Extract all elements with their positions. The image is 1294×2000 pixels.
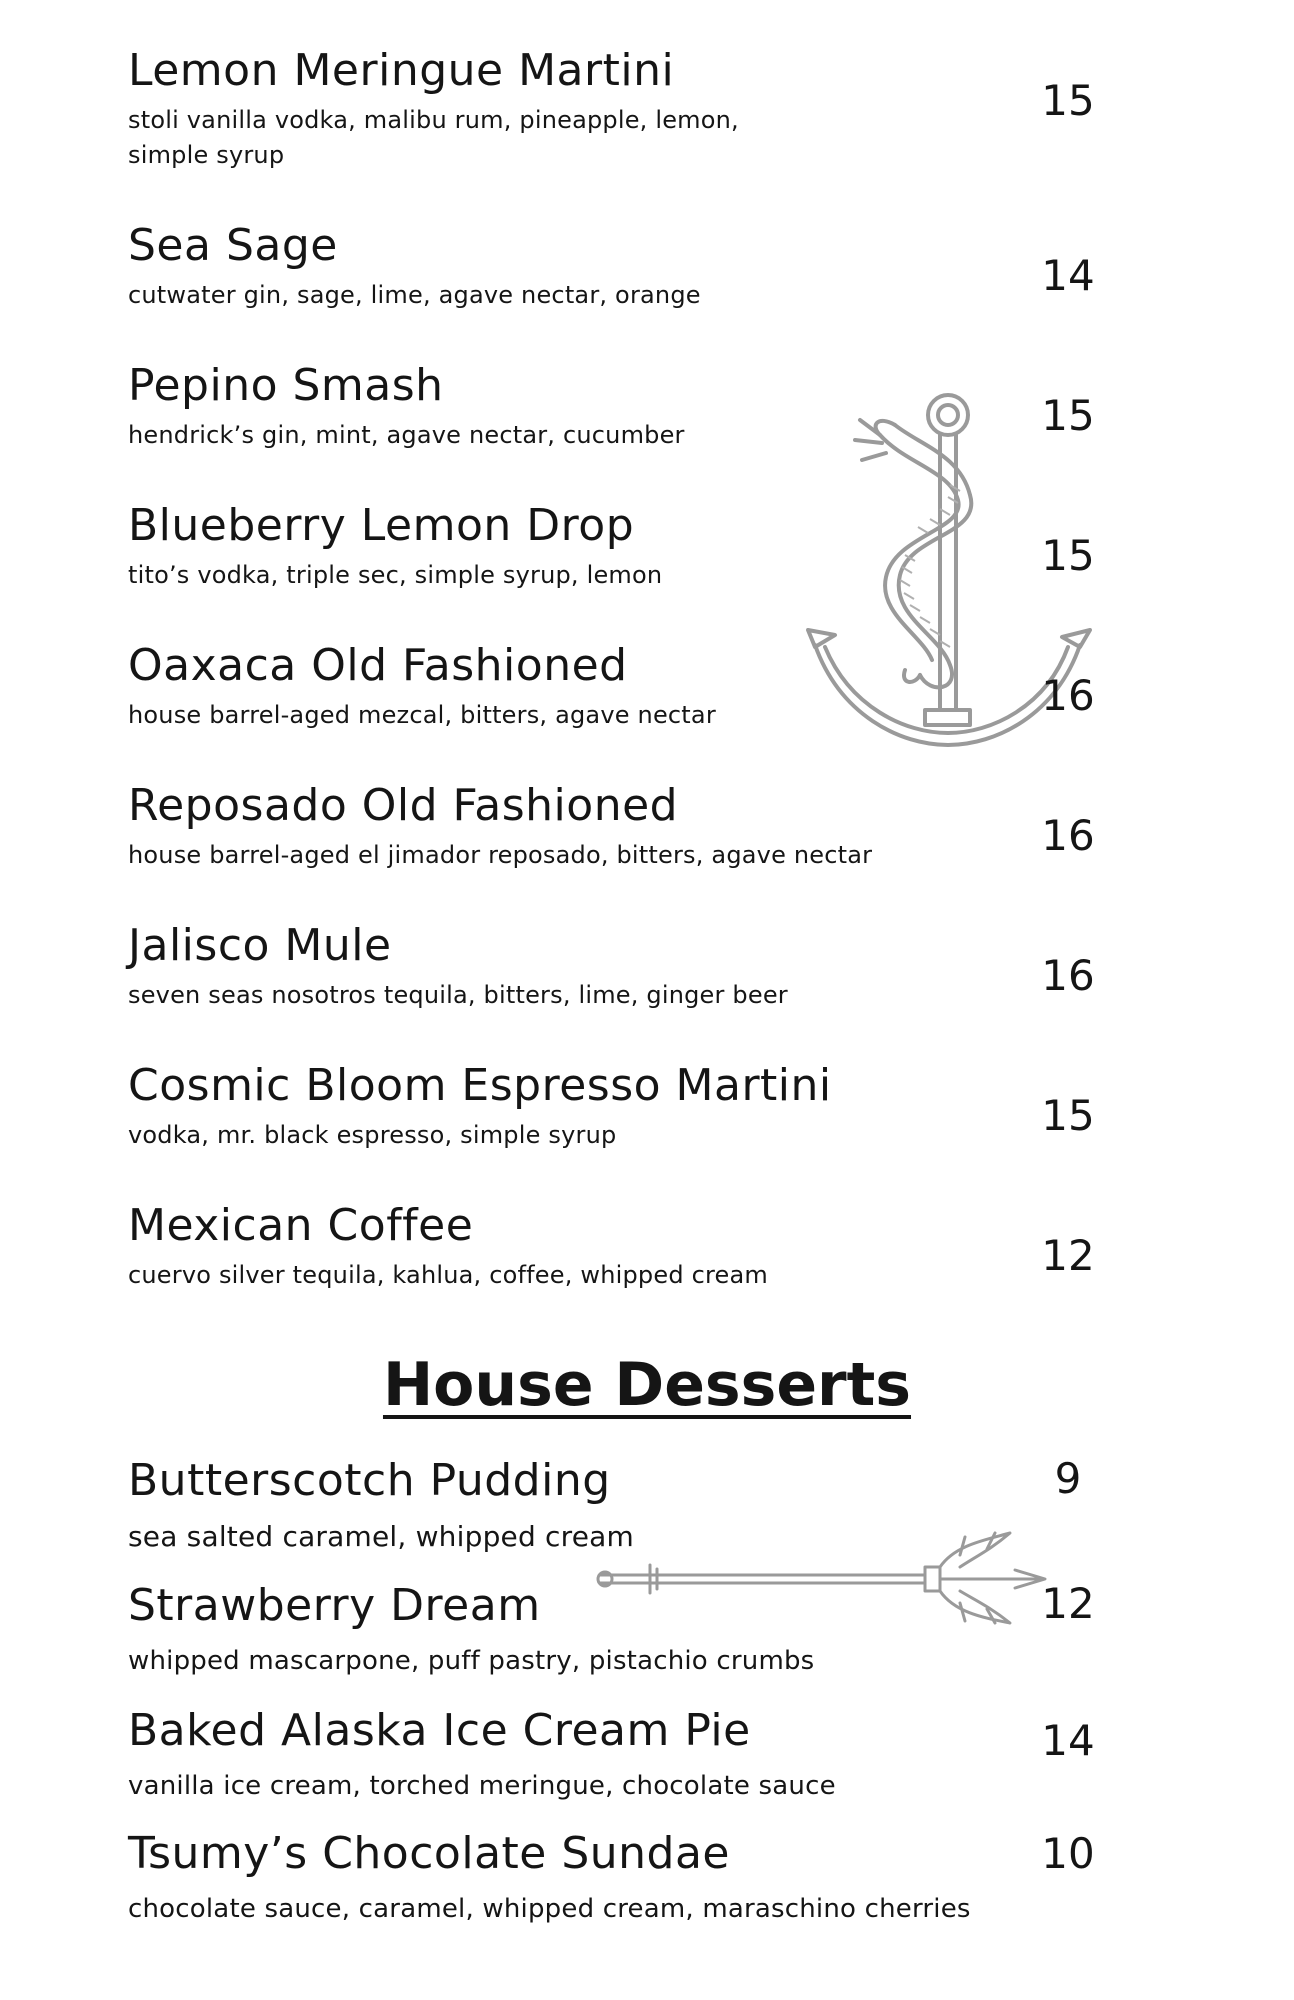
- item-price: 12: [1041, 1231, 1095, 1280]
- item-description: seven seas nosotros tequila, bitters, lime, ginger beer: [128, 981, 788, 1009]
- item-name: Butterscotch Pudding: [128, 1455, 611, 1506]
- item-name: Jalisco Mule: [128, 920, 392, 971]
- menu-item-sea-sage: [128, 220, 1128, 313]
- item-price: 10: [1041, 1829, 1095, 1878]
- section-title-house-desserts: [0, 1350, 1294, 1420]
- item-name: Mexican Coffee: [128, 1200, 474, 1251]
- item-name: Reposado Old Fashioned: [128, 780, 679, 831]
- item-price: 15: [1041, 391, 1095, 440]
- item-name: Cosmic Bloom Espresso Martini: [128, 1060, 832, 1111]
- menu-item-butterscotch-pudding: [128, 1455, 1128, 1554]
- item-description: stoli vanilla vodka, malibu rum, pineapple, lemon, simple syrup: [128, 106, 739, 169]
- item-name: Sea Sage: [128, 220, 338, 271]
- item-price: 16: [1041, 671, 1095, 720]
- menu-item-tsumys-chocolate-sundae: [128, 1828, 1128, 1927]
- item-description: vanilla ice cream, torched meringue, chocolate sauce: [128, 1771, 836, 1801]
- item-description: cuervo silver tequila, kahlua, coffee, whipped cream: [128, 1261, 768, 1289]
- item-name: Lemon Meringue Martini: [128, 45, 675, 96]
- item-price: 12: [1041, 1579, 1095, 1628]
- item-price: 16: [1041, 951, 1095, 1000]
- menu-item-oaxaca-old-fashioned: [128, 640, 1128, 733]
- menu-item-cosmic-bloom-espresso-martini: [128, 1060, 1128, 1153]
- menu-item-pepino-smash: [128, 360, 1128, 453]
- item-description: house barrel-aged el jimador reposado, bitters, agave nectar: [128, 841, 873, 869]
- item-description: whipped mascarpone, puff pastry, pistachio crumbs: [128, 1646, 815, 1676]
- menu-item-baked-alaska-ice-cream-pie: [128, 1705, 1128, 1804]
- menu-item-lemon-meringue-martini: [128, 45, 1128, 173]
- item-description: house barrel-aged mezcal, bitters, agave nectar: [128, 701, 716, 729]
- item-description: cutwater gin, sage, lime, agave nectar, orange: [128, 281, 701, 309]
- item-price: 9: [1054, 1454, 1082, 1503]
- item-description: chocolate sauce, caramel, whipped cream, maraschino cherries: [128, 1894, 971, 1924]
- item-name: Baked Alaska Ice Cream Pie: [128, 1705, 751, 1756]
- menu-item-reposado-old-fashioned: [128, 780, 1128, 873]
- item-description: sea salted caramel, whipped cream: [128, 1520, 635, 1553]
- item-name: Blueberry Lemon Drop: [128, 500, 635, 551]
- menu-item-mexican-coffee: [128, 1200, 1128, 1293]
- item-name: Pepino Smash: [128, 360, 444, 411]
- item-price: 15: [1041, 531, 1095, 580]
- item-description: hendrick’s gin, mint, agave nectar, cucumber: [128, 421, 685, 449]
- item-name: Tsumy’s Chocolate Sundae: [128, 1828, 731, 1879]
- item-price: 16: [1041, 811, 1095, 860]
- item-description: tito’s vodka, triple sec, simple syrup, lemon: [128, 561, 663, 589]
- item-description: vodka, mr. black espresso, simple syrup: [128, 1121, 617, 1149]
- menu-item-jalisco-mule: [128, 920, 1128, 1013]
- item-name: Oaxaca Old Fashioned: [128, 640, 628, 691]
- item-price: 14: [1041, 1716, 1095, 1765]
- item-price: 14: [1041, 251, 1095, 300]
- item-name: Strawberry Dream: [128, 1580, 541, 1631]
- item-price: 15: [1041, 1091, 1095, 1140]
- menu-item-blueberry-lemon-drop: [128, 500, 1128, 593]
- menu-item-strawberry-dream: [128, 1580, 1128, 1679]
- item-price: 15: [1041, 76, 1095, 125]
- section-title-text: House Desserts: [382, 1350, 912, 1420]
